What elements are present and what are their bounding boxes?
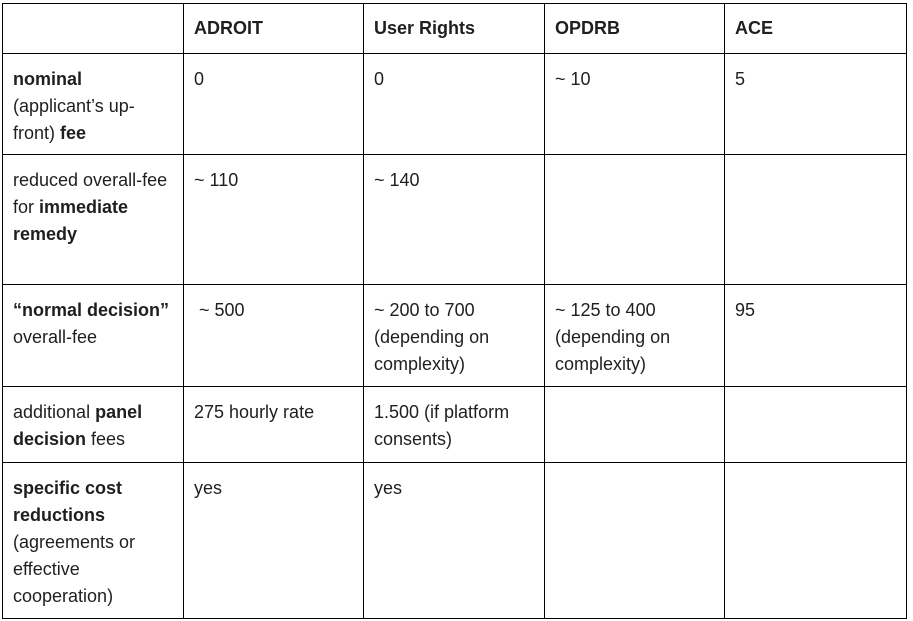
label-part: nominal [13, 69, 83, 89]
cell-adroit-normal: ~ 500 [184, 285, 364, 387]
header-ace: ACE [725, 4, 907, 54]
cell-user-rights-immediate: ~ 140 [364, 155, 545, 285]
table-row-nominal-fee [3, 54, 907, 155]
table-row-normal-decision [3, 285, 907, 387]
cell-opdrb-nominal: ~ 10 [545, 54, 725, 155]
cell-ace-nominal: 5 [725, 54, 907, 155]
label-part: fees [86, 429, 126, 449]
cell-user-rights-reductions: yes [364, 463, 545, 619]
label-part: immediate remedy [13, 197, 129, 244]
header-user-rights: User Rights [364, 4, 545, 54]
fee-comparison-table [2, 3, 907, 619]
label-part: “normal decision” [13, 300, 170, 320]
label-part: panel decision [13, 402, 143, 449]
cell-adroit-panel: 275 hourly rate [184, 387, 364, 463]
label-part: reduced overall-fee for [13, 170, 168, 217]
header-opdrb: OPDRB [545, 4, 725, 54]
cell-adroit-nominal: 0 [184, 54, 364, 155]
cell-user-rights-nominal: 0 [364, 54, 545, 155]
header-corner-cell [3, 4, 184, 54]
table-header-row [3, 4, 907, 54]
cell-ace-panel [725, 387, 907, 463]
cell-user-rights-panel: 1.500 (if platform consents) [364, 387, 545, 463]
cell-opdrb-panel [545, 387, 725, 463]
cell-opdrb-normal: ~ 125 to 400 (depending on complexity) [545, 285, 725, 387]
row-label-nominal-fee [3, 54, 184, 155]
row-label-panel-decision [3, 387, 184, 463]
cell-adroit-immediate: ~ 110 [184, 155, 364, 285]
cell-ace-reductions [725, 463, 907, 619]
label-part: overall-fee [13, 327, 98, 347]
row-label-immediate-remedy [3, 155, 184, 285]
cell-opdrb-immediate [545, 155, 725, 285]
label-part: (agreements or effective cooperation) [13, 532, 136, 606]
cell-ace-normal: 95 [725, 285, 907, 387]
cell-adroit-reductions: yes [184, 463, 364, 619]
table-row-immediate-remedy [3, 155, 907, 285]
table-row-panel-decision [3, 387, 907, 463]
label-part: (applicant’s up-front) [13, 96, 135, 143]
label-part: specific cost reductions [13, 478, 123, 525]
table-row-cost-reductions [3, 463, 907, 619]
row-label-cost-reductions [3, 463, 184, 619]
cell-opdrb-reductions [545, 463, 725, 619]
cell-ace-immediate [725, 155, 907, 285]
cell-user-rights-normal: ~ 200 to 700 (depending on complexity) [364, 285, 545, 387]
label-part: additional [13, 402, 96, 422]
row-label-normal-decision [3, 285, 184, 387]
header-adroit: ADROIT [184, 4, 364, 54]
label-part: fee [60, 123, 87, 143]
